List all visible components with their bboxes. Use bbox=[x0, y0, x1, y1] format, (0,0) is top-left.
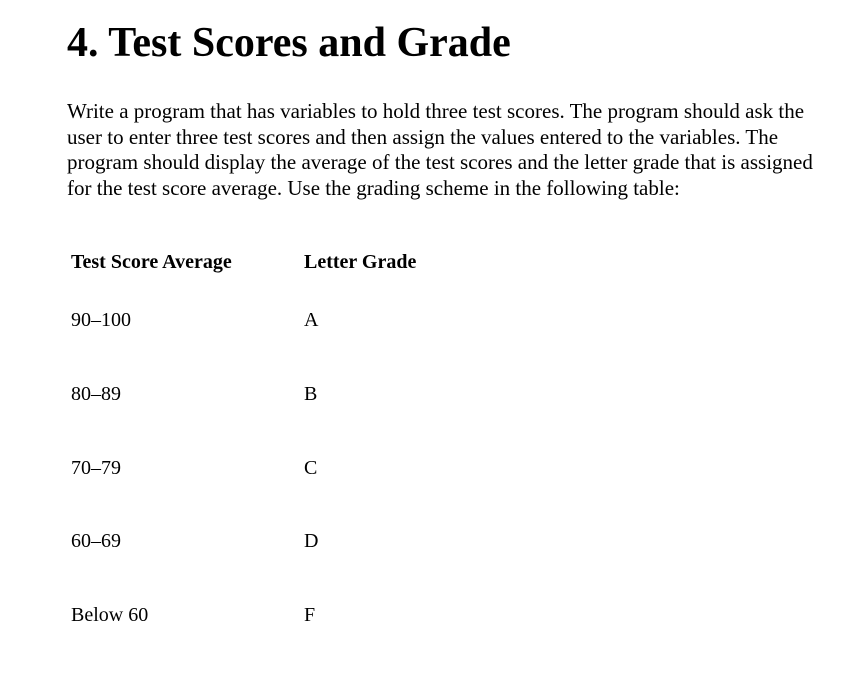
letter-grade-cell: D bbox=[304, 530, 319, 553]
letter-grade-cell: B bbox=[304, 382, 318, 405]
table-header-row bbox=[67, 246, 420, 278]
table-row bbox=[67, 426, 420, 500]
grading-table bbox=[67, 246, 420, 647]
table-row bbox=[67, 278, 420, 352]
problem-description: Write a program that has variables to hold three test scores. The program should ask the user to enter three test scores and then assign the values entered to the variables. The program should display the average of the test scores and the letter grade that is assigned for the test score average. Use the grading scheme in the following table: bbox=[67, 99, 813, 200]
score-range-cell: 60–69 bbox=[71, 530, 121, 553]
score-range-cell: 80–89 bbox=[71, 382, 121, 405]
column-header-score-average: Test Score Average bbox=[71, 250, 232, 273]
table-row bbox=[67, 499, 420, 573]
score-range-cell: Below 60 bbox=[71, 604, 149, 627]
table-row bbox=[67, 573, 420, 647]
letter-grade-cell: F bbox=[304, 604, 316, 627]
page-title: 4. Test Scores and Grade bbox=[67, 20, 511, 66]
score-range-cell: 70–79 bbox=[71, 456, 121, 479]
table-row bbox=[67, 352, 420, 426]
letter-grade-cell: A bbox=[304, 309, 319, 331]
score-range-cell: 90–100 bbox=[71, 309, 131, 331]
column-header-letter-grade: Letter Grade bbox=[304, 250, 417, 273]
letter-grade-cell: C bbox=[304, 456, 318, 479]
